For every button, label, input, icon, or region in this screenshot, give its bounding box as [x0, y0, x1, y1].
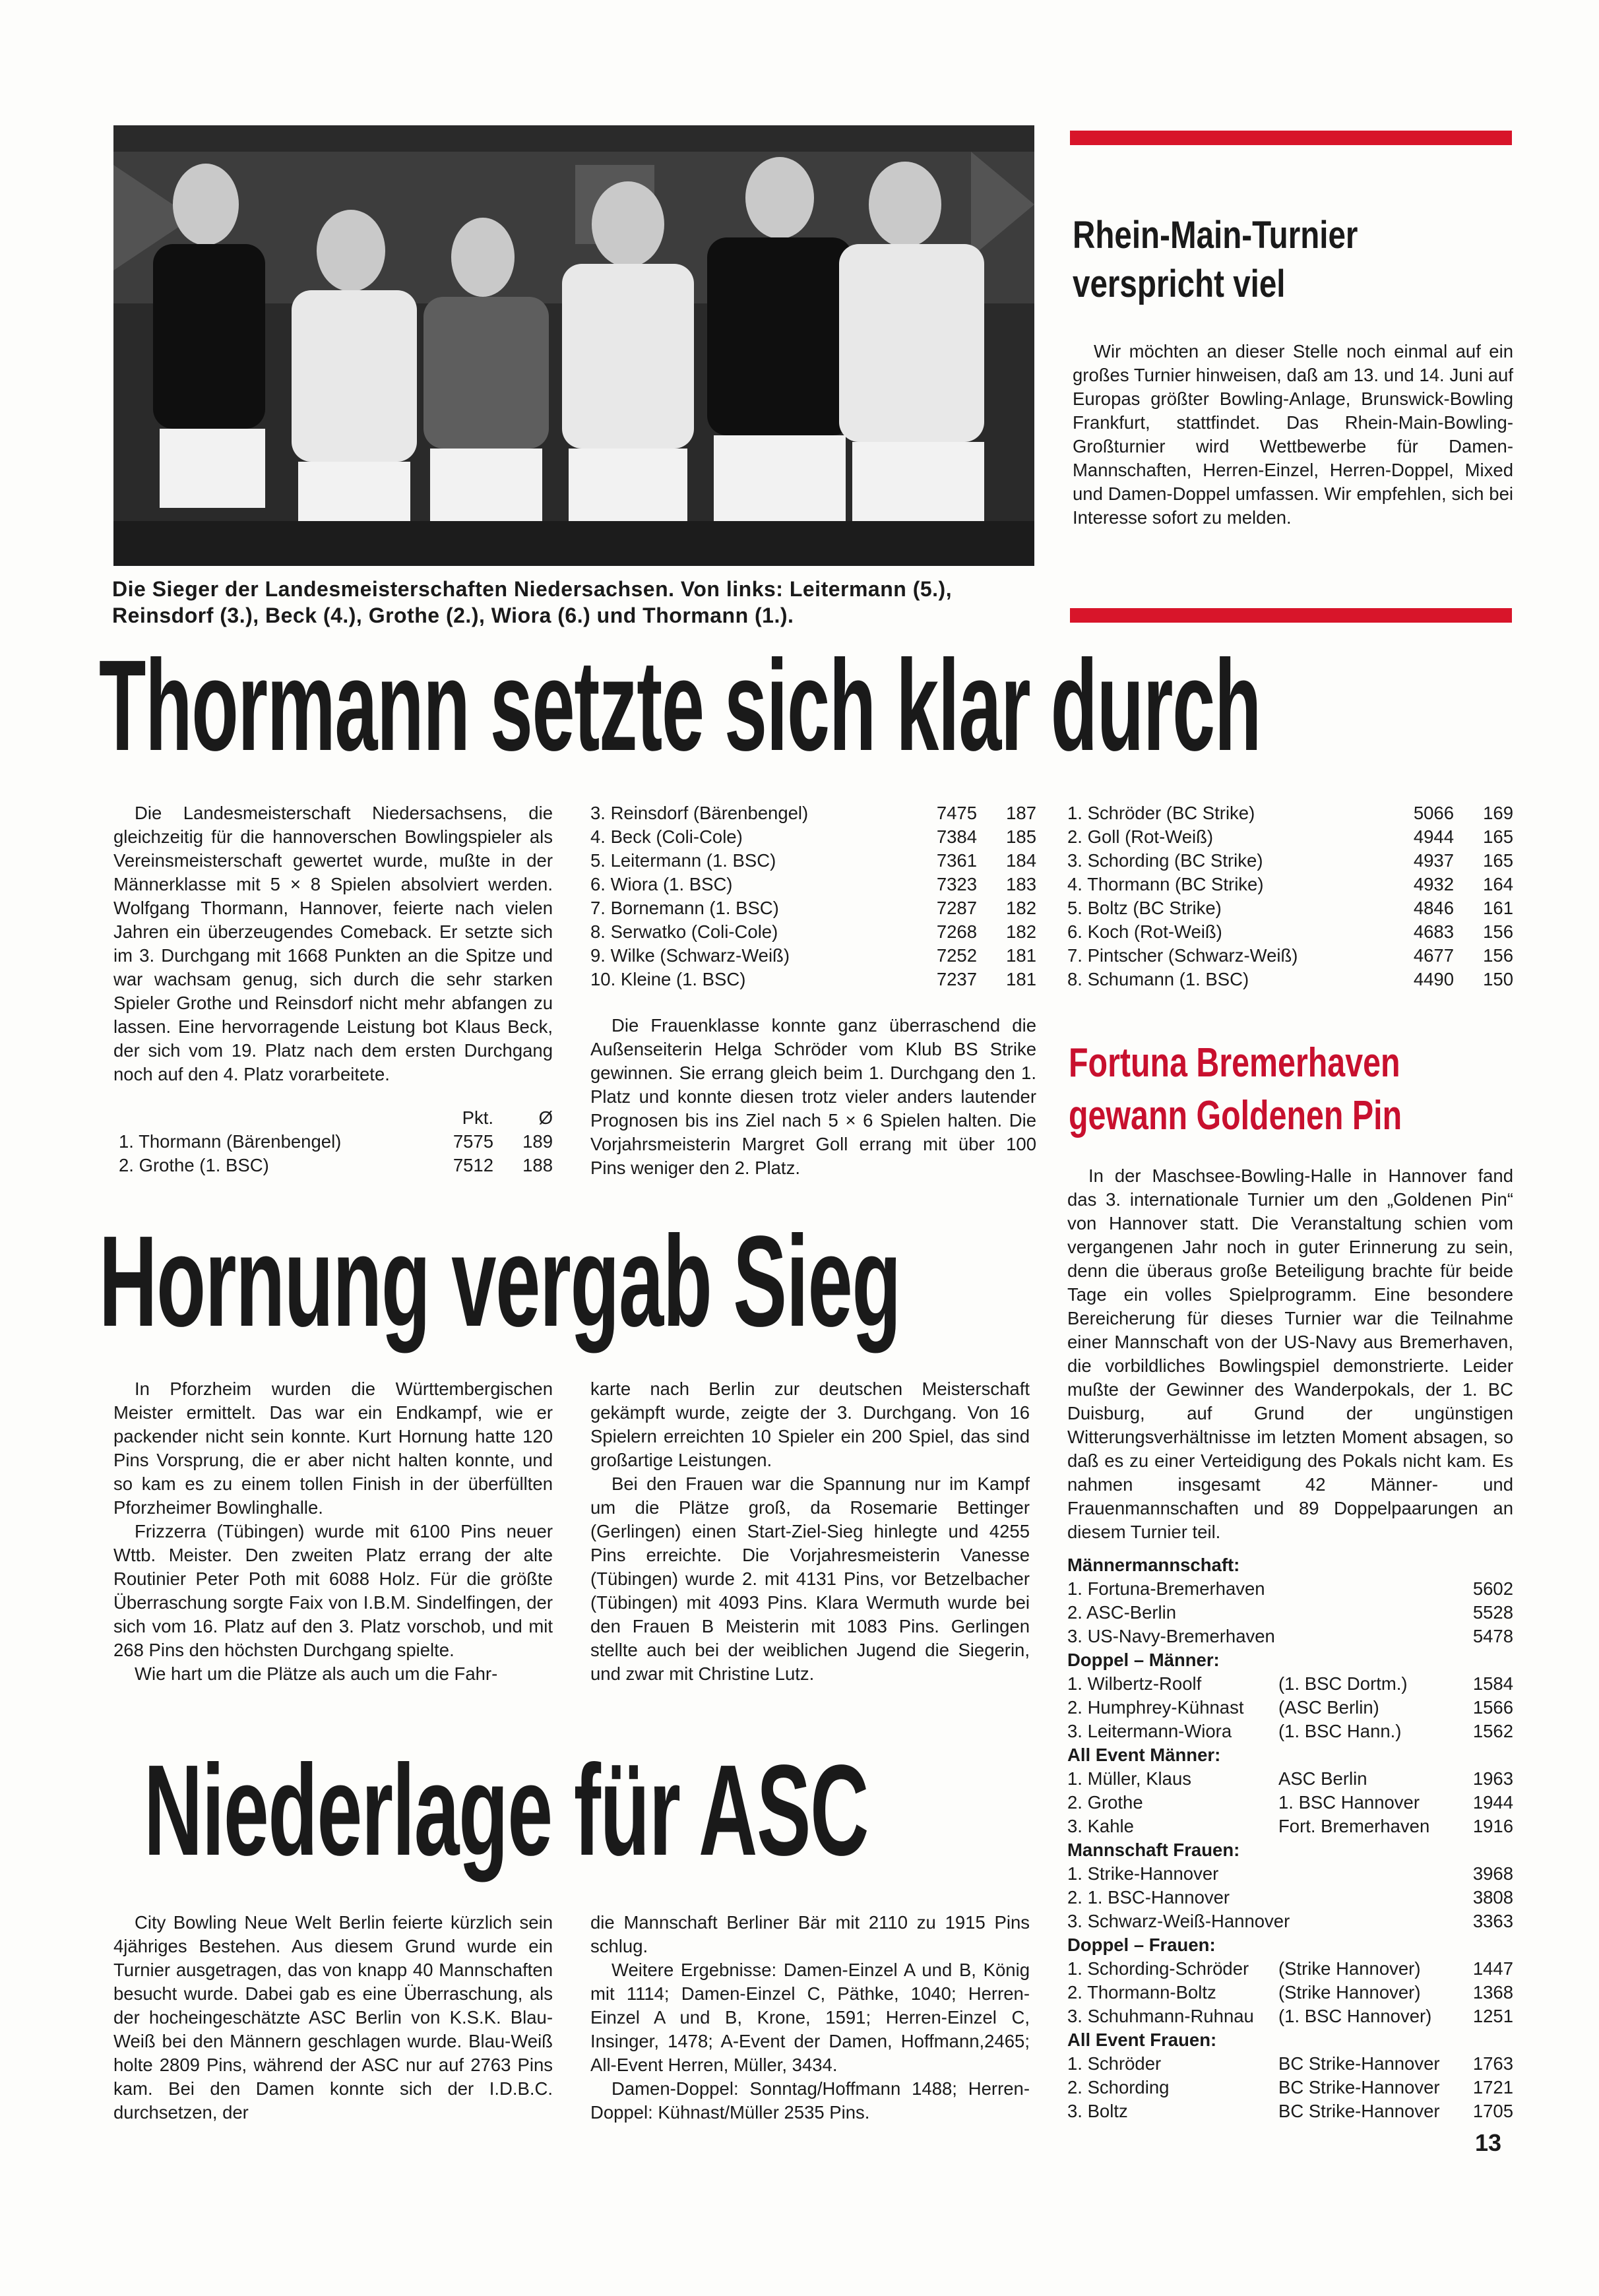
table-row: 3. Reinsdorf (Bärenbengel) 7475 187 [590, 803, 1036, 823]
table-row: 1. Schröder BC Strike-Hannover 1763 [1067, 2053, 1513, 2074]
table-row: 1. Thormann (Bärenbengel) 7575 189 [119, 1131, 553, 1152]
table-row: 1. Wilbertz-Roolf (1. BSC Dortm.) 1584 [1067, 1673, 1513, 1694]
section-title: Männermannschaft: [1067, 1555, 1240, 1575]
men-results-bottom [590, 801, 1036, 991]
section-title: Doppel – Männer: [1067, 1650, 1220, 1670]
table-row: 3. US-Navy-Bremerhaven 5478 [1067, 1626, 1513, 1646]
hornung-headline: Hornung vergab Sieg [99, 1209, 901, 1353]
table-row: 9. Wilke (Schwarz-Weiß) 7252 181 [590, 945, 1036, 966]
photo-caption: Die Sieger der Landesmeisterschaften Niedersachsen. Von links: Leitermann (5.), Reinsdorf (3.), Beck (4.), Grothe (2.), Wiora (6.) und Thormann (1.). [112, 577, 953, 627]
table-row: 4. Thormann (BC Strike) 4932 164 [1067, 874, 1513, 894]
table-row: 4. Beck (Coli-Cole) 7384 185 [590, 826, 1036, 847]
page-number: 13 [1475, 2129, 1502, 2156]
table-row: 6. Wiora (1. BSC) 7323 183 [590, 874, 1036, 894]
red-rule [1070, 608, 1512, 623]
women-text: Die Frauenklasse konnte ganz überraschend die Außenseiterin Helga Schröder vom Klub BS Strike gewinnen. Sie errang gleich beim 1. Durchgang den 1. Platz und konnte diesen trotz vieler anders lautender Prognosen bis ins Ziel nach 5 × 6 Spielen halten. Die Vorjahrsmeisterin Margret Goll errang mit über 100 Pins weniger den 2. Platz. [590, 1015, 1036, 1178]
table-row: 1. Schording-Schröder (Strike Hannover) 1447 [1067, 1958, 1513, 1979]
table-row: 3. Schwarz-Weiß-Hannover 3363 [1067, 1911, 1513, 1931]
hornung-col2: karte nach Berlin zur deutschen Meisterschaft gekämpft wurde, zeigte der 3. Durchgang. Von 16 Spielern erreichten 10 Spieler ein 200 Spiel, das sind großartige Leistungen. Bei den Frauen war die Spannung nur im Kampf um die Plätze groß, da Rosemarie Bettinger (Gerlingen) einen Start-Ziel-Sieg hinlegte und 4255 Pins erreichte. Die Vorjahresmeisterin Vanesse (Tübingen) wurde 2. mit 4131 Pins, vor Betzelbacher (Tübingen) mit 4093 Pins. Klara Wermuth wurde bei den Frauen B Meisterin mit 1083 Pins. Gerlingen stellte auch bei der weiblichen Jugend die Siegerin, und zwar mit Christine Lutz. [590, 1379, 1030, 1684]
table-row: 2. Grothe 1. BSC Hannover 1944 [1067, 1792, 1513, 1813]
table-row: 2. Thormann-Boltz (Strike Hannover) 1368 [1067, 1982, 1513, 2002]
table-row: 3. Leitermann-Wiora (1. BSC Hann.) 1562 [1067, 1721, 1513, 1741]
table-row: 8. Serwatko (Coli-Cole) 7268 182 [590, 921, 1036, 942]
fortuna-text: In der Maschsee-Bowling-Halle in Hannover fand das 3. internationale Turnier um den „Goldenen Pin“ von Hannover statt. Die Veranstaltung schien vom vergangenen Jahr noch in guter Erinnerung zu sein, denn die überaus große Beteiligung brachte für beide Tage ein volles Spielprogramm. Eine besondere Bereicherung für dieses Turnier war die Teilnahme einer Mannschaft von der US-Navy aus Bremerhaven, die vorbildliches Bowlingspiel demonstrierte. Leider mußte der Gewinner des Wanderpokals, der 1. BC Duisburg, auf Grund der ungünstigen Witterungsverhältnisse im letzten Moment absagen, so daß es zu einer Verteidigung des Pokals nicht kam. Es nahmen insgesamt 42 Männer- und Frauenmannschaften und 89 Doppelpaarungen an diesem Turnier teil. [1067, 1165, 1513, 1542]
table-row: 2. Humphrey-Kühnast (ASC Berlin) 1566 [1067, 1697, 1513, 1718]
table-row: 5. Leitermann (1. BSC) 7361 184 [590, 850, 1036, 871]
rhein-title: Rhein-Main-Turnier verspricht viel [1073, 214, 1358, 305]
table-row: 1. Schröder (BC Strike) 5066 169 [1067, 803, 1513, 823]
winners-photo [113, 125, 1034, 566]
section-title: Doppel – Frauen: [1067, 1935, 1216, 1955]
section-title: All Event Männer: [1067, 1745, 1221, 1765]
col-pkt-header: Pkt. [462, 1107, 493, 1128]
section-title: All Event Frauen: [1067, 2030, 1217, 2050]
table-row: 5. Boltz (BC Strike) 4846 161 [1067, 898, 1513, 918]
table-row: 2. Goll (Rot-Weiß) 4944 165 [1067, 826, 1513, 847]
table-row: 6. Koch (Rot-Weiß) 4683 156 [1067, 921, 1513, 942]
thormann-text: Die Landesmeisterschaft Niedersachsens, die gleichzeitig für die hannoverschen Bowlingspieler als Vereinsmeisterschaft gewertet wurde, mußte in der Männerklasse mit 5 × 8 Spielen absolviert werden. Wolfgang Thormann, Hannover, feierte nach vielen Jahren ein überzeugendes Comeback. Er setzte sich im 3. Durchgang mit 1668 Punkten an die Spitze und war wachsam genug, sich durch die sehr starken Spieler Grothe und Reinsdorf nicht mehr abfangen zu lassen. Eine hervorragende Leistung bot Klaus Beck, der sich vom 19. Platz nach dem ersten Durchgang noch auf den 4. Platz vorarbeitete. [113, 803, 553, 1084]
hornung-col1: In Pforzheim wurden die Württembergischen Meister ermittelt. Das war ein Endkampf, wie er packender nicht sein konnte. Kurt Hornung hatte 120 Pins Vorsprung, die er aber nicht halten konnte, und so kam es zu einem tollen Finish in der überfüllten Pforzheimer Bowlinghalle. Frizzerra (Tübingen) wurde mit 6100 Pins neuer Wttb. Meister. Den zweiten Platz errang der alte Routinier Peter Poth mit 6088 Holz. Für die größte Überraschung sorgte Faix von I.B.M. Sindelfingen, der sich vom 16. Platz auf den 3. Platz vorschob, und mit 268 Pins den höchsten Durchgang spielte. Wie hart um die Plätze als auch um die Fahr- [113, 1379, 553, 1684]
table-row: 3. Schording (BC Strike) 4937 165 [1067, 850, 1513, 871]
rhein-text: Wir möchten an dieser Stelle noch einmal auf ein großes Turnier hinweisen, daß am 13. und 14. Juni auf Europas größter Bowling-Anlage, Brunswick-Bowling Frankfurt, stattfindet. Das Rhein-Main-Bowling-Großturnier wird Wettbewerbe für Damen-Mannschaften, Herren-Einzel, Herren-Doppel, Mixed und Damen-Doppel umfassen. Wir empfehlen, sich bei Interesse sofort zu melden. [1073, 341, 1513, 528]
fortuna-title: Fortuna Bremerhaven gewann Goldenen Pin [1069, 1040, 1402, 1138]
table-row: 2. Schording BC Strike-Hannover 1721 [1067, 2077, 1513, 2097]
asc-col1: City Bowling Neue Welt Berlin feierte kürzlich sein 4jähriges Bestehen. Aus diesem Grund wurde ein Turnier ausgetragen, das von knapp 40 Mannschaften besucht wurde. Dabei gab es eine Überraschung, als der hocheingeschätzte ASC Berlin von K.S.K. Blau-Weiß bei den Männern geschlagen wurde. Blau-Weiß holte 2809 Pins, während der ASC nur auf 2763 Pins kam. Bei den Damen konnte sich der I.D.B.C. durchsetzen, der [113, 1912, 553, 2123]
table-row: 1. Fortuna-Bremerhaven 5602 [1067, 1578, 1513, 1599]
table-row: 8. Schumann (1. BSC) 4490 150 [1067, 969, 1513, 989]
table-row: 2. ASC-Berlin 5528 [1067, 1602, 1513, 1623]
table-row: 7. Pintscher (Schwarz-Weiß) 4677 156 [1067, 945, 1513, 966]
col-avg-header: Ø [538, 1107, 553, 1128]
table-row: 10. Kleine (1. BSC) 7237 181 [590, 969, 1036, 989]
table-row: 3. Boltz BC Strike-Hannover 1705 [1067, 2101, 1513, 2121]
table-row: 1. Müller, Klaus ASC Berlin 1963 [1067, 1768, 1513, 1789]
table-row: 2. Grothe (1. BSC) 7512 188 [119, 1155, 553, 1175]
women-results [1067, 801, 1513, 991]
table-row: 1. Strike-Hannover 3968 [1067, 1863, 1513, 1884]
asc-col2: die Mannschaft Berliner Bär mit 2110 zu 1915 Pins schlug. Weitere Ergebnisse: Damen-Einzel A und B, König mit 1114; Damen-Einzel C, Päthke, 1040; Herren-Einzel A und B, Krone, 1591; Herren-Einzel C, Insinger, 1478; A-Event der Damen, Hoffmann,2465; All-Event Herren, Müller, 3434. Damen-Doppel: Sonntag/Hoffmann 1488; Herren-Doppel: Kühnast/Müller 2535 Pins. [590, 1912, 1030, 2123]
red-rule [1070, 131, 1512, 145]
table-row: 2. 1. BSC-Hannover 3808 [1067, 1887, 1513, 1908]
table-row: 3. Schuhmann-Ruhnau (1. BSC Hannover) 1251 [1067, 2006, 1513, 2026]
fortuna-results [1067, 1553, 1513, 2123]
thormann-headline: Thormann setzte sich klar durch [99, 633, 1261, 778]
section-title: Mannschaft Frauen: [1067, 1840, 1240, 1860]
table-row: 3. Kahle Fort. Bremerhaven 1916 [1067, 1816, 1513, 1836]
asc-headline: Niederlage für ASC [144, 1738, 869, 1882]
table-row: 7. Bornemann (1. BSC) 7287 182 [590, 898, 1036, 918]
men-results-top [113, 1106, 553, 1177]
